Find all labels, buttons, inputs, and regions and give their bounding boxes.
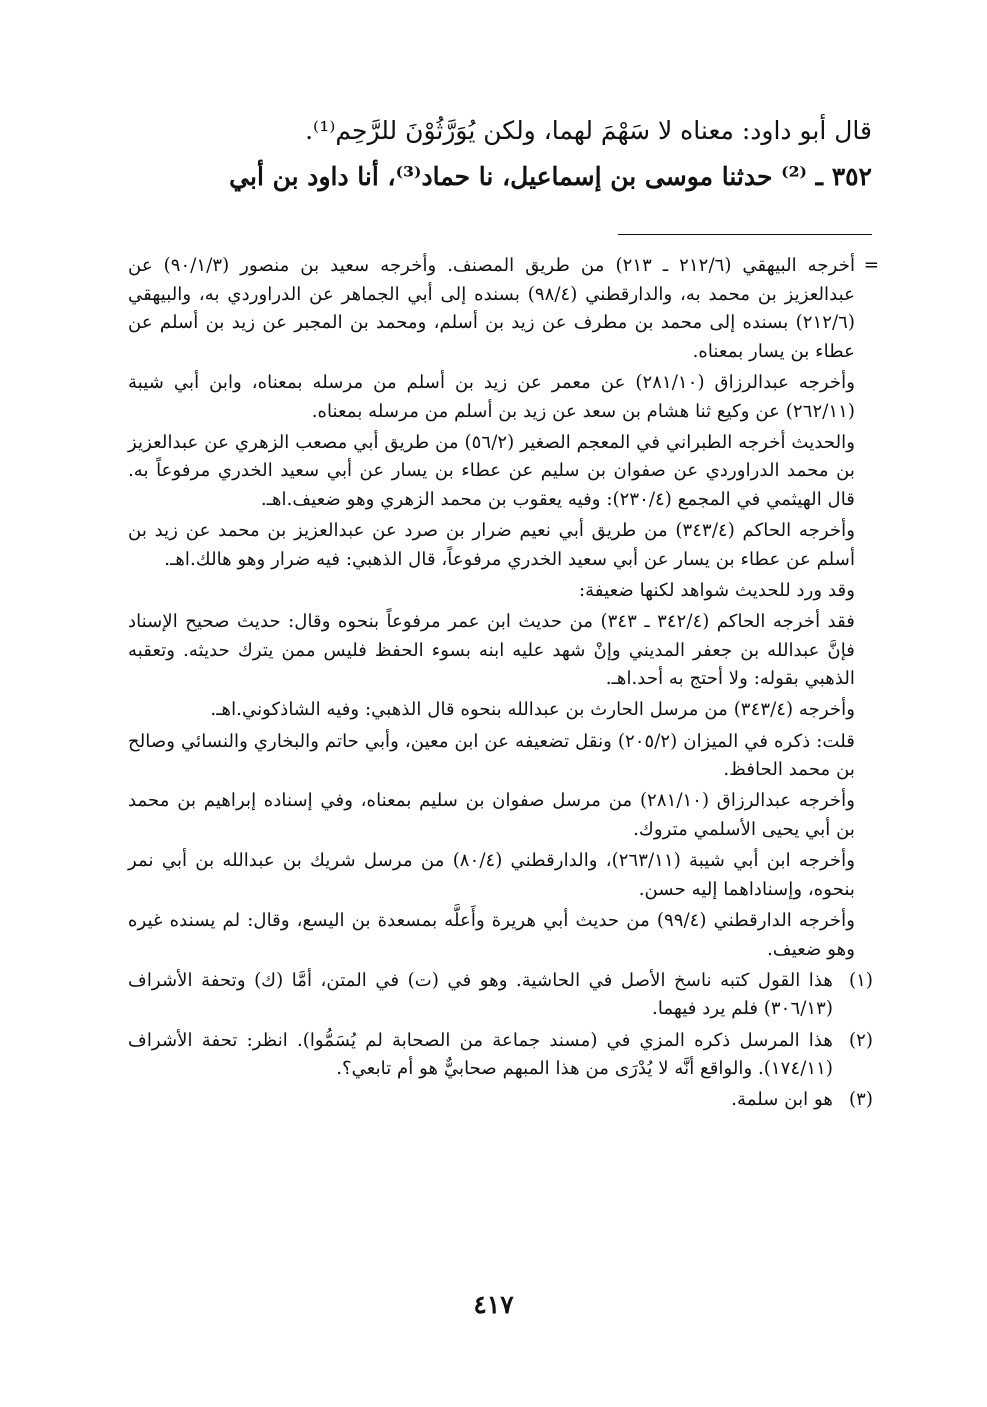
footnote-text: هو ابن سلمة. (731, 1089, 833, 1111)
main-text-line-1: قال أبو داود: معناه لا سَهْمَ لهما، ولكن يُوَرَّثُوْنَ للرَّحِم⁽¹⁾. (305, 116, 872, 145)
continued-footnote (128, 252, 879, 964)
footnote-separator (618, 234, 872, 235)
note-paragraph: فقد أخرجه الحاكم (٣٤٢/٤ ـ ٣٤٣) من حديث ابن عمر مرفوعاً بنحوه وقال: حديث صحيح الإسناد فإنَّ عبدالله بن جعفر المديني وإنْ شهد عليه ابنه بسوء الحفظ فليس ممن يترك حديثه. وتعقبه الذهبي بقوله: ولا أحتج به أحد.اهـ. (128, 611, 855, 690)
main-text (120, 108, 872, 200)
footnotes-area (128, 252, 879, 1115)
main-text-line-2: ٣٥٢ ـ ⁽²⁾ حدثنا موسى بن إسماعيل، نا حماد⁽³⁾، أنا داود بن أبي (229, 162, 872, 191)
note-paragraph: وأخرجه الدارقطني (٩٩/٤) من حديث أبي هريرة وأَعلَّه بمسعدة بن اليسع، وقال: لم يسنده غيره وهو ضعيف. (128, 910, 855, 960)
footnote-1 (128, 967, 873, 1024)
note-paragraph: وأخرجه عبدالرزاق (٢٨١/١٠) من مرسل صفوان بن سليم بمعناه، وفي إسناده إبراهيم بن محمد بن أبي يحيى الأسلمي متروك. (128, 790, 855, 841)
footnote-text: هذا المرسل ذكره المزي في (مسند جماعة من الصحابة لم يُسَمُّوا). انظر: تحفة الأشراف (١٧٤/١١). والواقع أنَّه لا يُدْرَى من هذا المبهم صحابيٌّ هو أم تابعي؟. (128, 1029, 833, 1080)
note-paragraph: وأخرجه الحاكم (٣٤٣/٤) من طريق أبي نعيم ضرار بن صرد عن عبدالعزيز بن محمد عن زيد بن أسلم عن عطاء بن يسار عن أبي سعيد الخدري مرفوعاً، قال الذهبي: فيه ضرار وهو هالك.اهـ. (128, 520, 855, 570)
note-paragraph: قلت: ذكره في الميزان (٢٠٥/٢) ونقل تضعيفه عن ابن معين، وأبي حاتم والبخاري والنسائي وصالح بن محمد الحافظ. (128, 730, 856, 781)
footnote-2 (128, 1027, 873, 1084)
footnote-number: (٢) (849, 1029, 873, 1051)
note-paragraph: أخرجه البيهقي (٢١٢/٦ ـ ٢١٣) من طريق المصنف. وأخرجه سعيد بن منصور (٩٠/١/٣) عن عبدالعزيز بن محمد به، والدارقطني (٩٨/٤) بسنده إلى أبي الجماهر عن الدراوردي به، والبيهقي (٢١٢/٦) بسنده إلى محمد بن مطرف عن زيد بن أسلم، ومحمد بن المجبر عن زيد بن أسلم عن عطاء بن يسار بمعناه. (128, 255, 856, 362)
footnote-number: (١) (849, 969, 873, 991)
note-paragraph: وأخرجه ابن أبي شيبة (٢٦٣/١١)، والدارقطني (٨٠/٤) من مرسل شريك بن عبدالله بن أبي نمر بنحوه، وإسناداهما إليه حسن. (128, 850, 855, 900)
continuation-marker: = (863, 255, 879, 276)
note-paragraph: وقد ورد للحديث شواهد لكنها ضعيفة: (579, 579, 855, 601)
page-number: ٤١٧ (473, 1290, 514, 1319)
note-paragraph: وأخرجه (٣٤٣/٤) من مرسل الحارث بن عبدالله بنحوه قال الذهبي: وفيه الشاذكوني.اهـ. (210, 699, 855, 721)
footnote-3 (128, 1086, 873, 1115)
footnote-number: (٣) (849, 1089, 873, 1111)
note-paragraph: والحديث أخرجه الطبراني في المعجم الصغير (٥٦/٢) من طريق أبي مصعب الزهري عن عبدالعزيز بن محمد الدراوردي عن صفوان بن سليم عن عطاء بن يسار عن أبي سعيد الخدري مرفوعاً به. قال الهيثمي في المجمع (٢٣٠/٤): وفيه يعقوب بن محمد الزهري وهو ضعيف.اهـ. (128, 431, 855, 510)
footnote-text: هذا القول كتبه ناسخ الأصل في الحاشية. وهو في (ت) في المتن، أمَّا (ك) وتحفة الأشراف (٣٠٦/١٣) فلم يرد فيهما. (128, 969, 833, 1020)
note-paragraph: وأخرجه عبدالرزاق (٢٨١/١٠) عن معمر عن زيد بن أسلم من مرسله بمعناه، وابن أبي شيبة (٢٦٢/١١) عن وكيع ثنا هشام بن سعد عن زيد بن أسلم من مرسله بمعناه. (128, 371, 855, 422)
